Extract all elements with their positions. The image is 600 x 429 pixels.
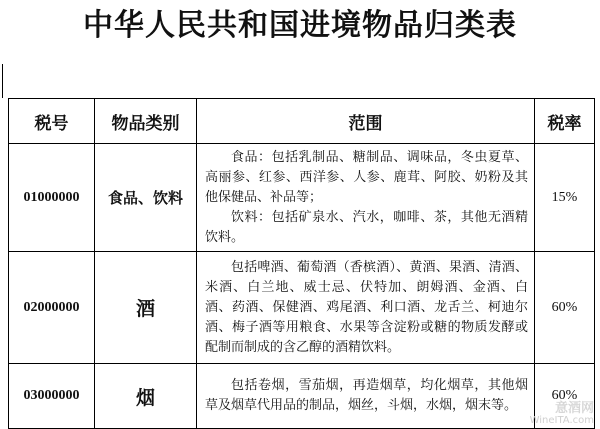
row-code: 01000000	[9, 144, 95, 252]
row-rate: 15%	[535, 144, 595, 252]
page-title: 中华人民共和国进境物品归类表	[83, 8, 517, 43]
row-code: 03000000	[9, 364, 95, 429]
table-row	[9, 364, 595, 429]
row-category: 酒	[95, 252, 197, 364]
header-rate: 税率	[535, 99, 595, 144]
header-category: 物品类别	[95, 99, 197, 144]
table-row	[9, 252, 595, 364]
scope-paragraph: 包括卷烟，雪茄烟，再造烟草，均化烟草，其他烟草及烟草代用品的制品，烟丝，斗烟，水烟，烟末等。	[205, 378, 528, 413]
row-scope	[197, 144, 535, 252]
row-rate: 60%	[535, 364, 595, 429]
row-category: 食品、饮料	[95, 144, 197, 252]
watermark-logo: 意酒网	[554, 401, 594, 416]
row-scope	[197, 252, 535, 364]
table-row	[9, 144, 595, 252]
tariff-table	[8, 98, 595, 429]
header-code: 税号	[9, 99, 95, 144]
row-code: 02000000	[9, 252, 95, 364]
header-scope: 范围	[197, 99, 535, 144]
row-scope	[197, 364, 535, 429]
scope-paragraph: 食品：包括乳制品、糖制品、调味品，冬虫夏草、高丽参、红参、西洋参、人参、鹿茸、阿胶、奶粉及其他保健品、补品等；	[205, 149, 528, 205]
row-category: 烟	[95, 364, 197, 429]
table-header-row	[9, 99, 595, 144]
scope-paragraph: 饮料：包括矿泉水、汽水，咖啡、茶，其他无酒精饮料。	[205, 209, 528, 245]
watermark-site: WineITA.com	[529, 415, 594, 426]
watermark	[530, 403, 594, 427]
divider	[2, 64, 3, 98]
scope-paragraph: 包括啤酒、葡萄酒（香槟酒）、黄酒、果酒、清酒、米酒、白兰地、威士忌、伏特加、朗姆酒、金酒、白酒、药酒、保健酒、鸡尾酒、利口酒、龙舌兰、柯迪尔酒、梅子酒等用粮食、水果等含淀粉或糖的物质发酵或配制而制成的含乙醇的酒精饮料。	[205, 259, 528, 355]
row-rate: 60%	[535, 252, 595, 364]
